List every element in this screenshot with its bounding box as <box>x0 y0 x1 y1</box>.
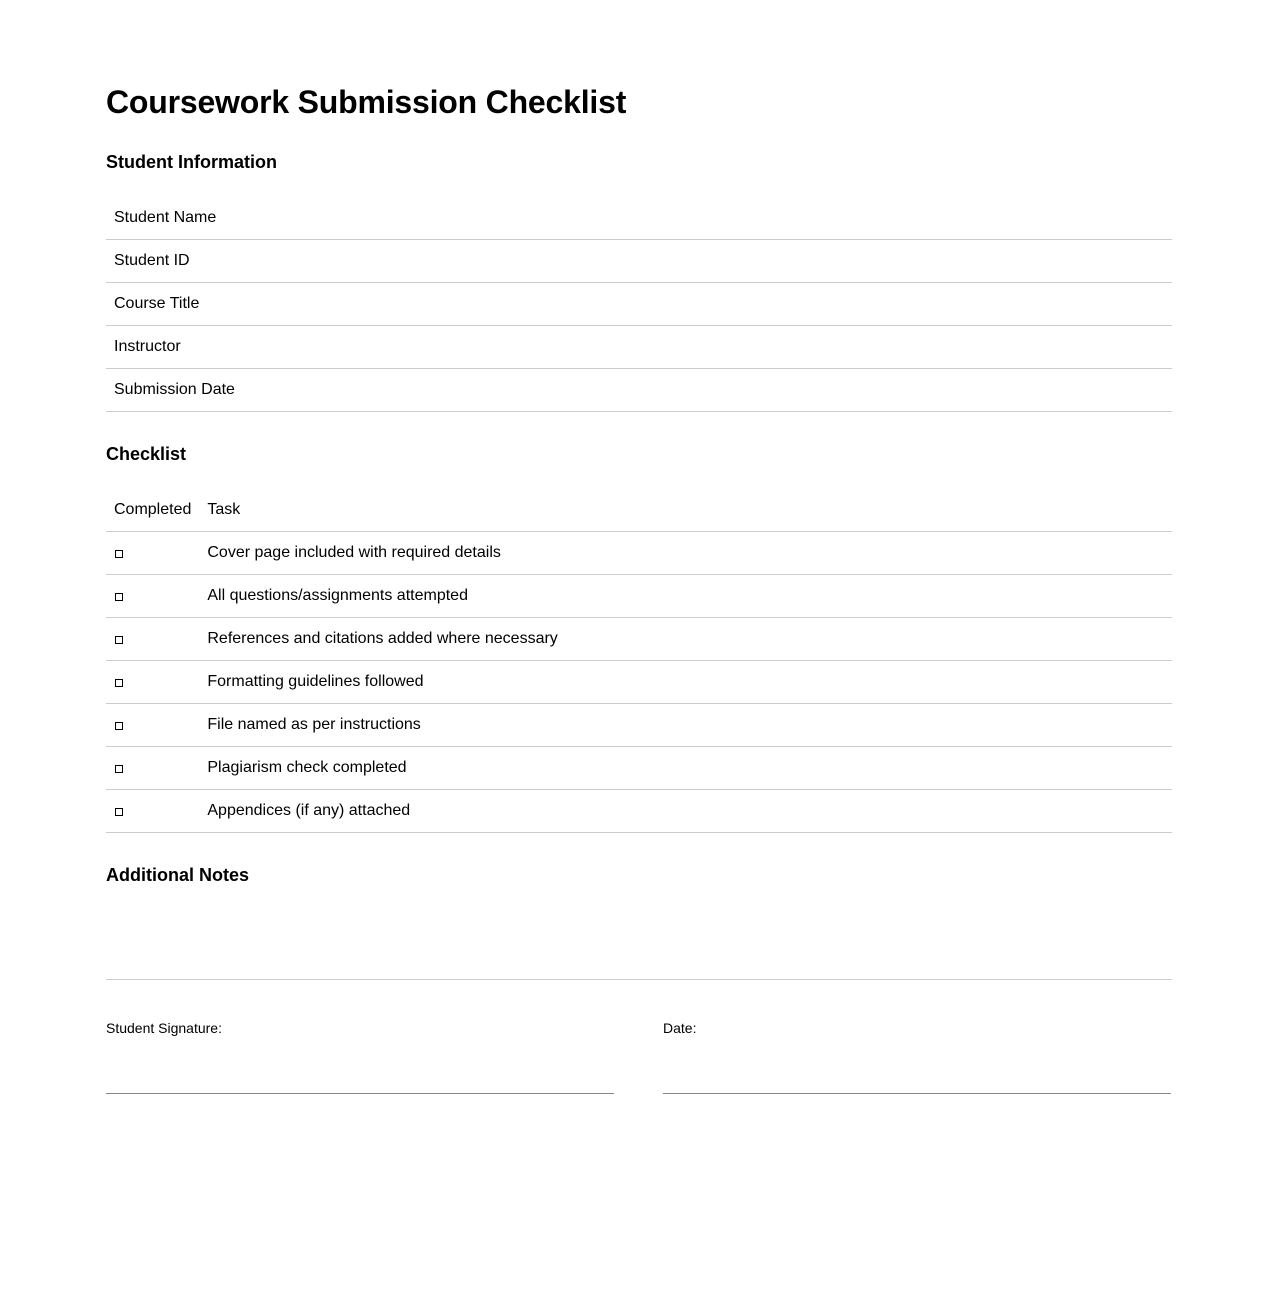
table-row <box>106 747 1172 790</box>
table-row <box>106 283 1172 326</box>
table-row <box>106 790 1172 833</box>
task-label: References and citations added where necessary <box>199 618 1172 661</box>
table-row <box>106 575 1172 618</box>
checkbox-icon[interactable] <box>115 722 123 730</box>
table-row <box>106 240 1172 283</box>
checkbox-icon[interactable] <box>115 679 123 687</box>
checkbox-icon[interactable] <box>115 765 123 773</box>
date-label: Date: <box>663 1020 697 1036</box>
additional-notes-heading: Additional Notes <box>106 865 249 885</box>
table-row <box>106 618 1172 661</box>
student-id-field[interactable] <box>1060 240 1172 283</box>
checkbox-icon[interactable] <box>115 636 123 644</box>
column-header-task: Task <box>199 489 1172 532</box>
student-signature-block <box>106 1020 614 1036</box>
field-label-student-id: Student ID <box>106 240 1060 283</box>
additional-notes-field[interactable] <box>106 900 1172 980</box>
table-row <box>106 661 1172 704</box>
field-label-course-title: Course Title <box>106 283 1060 326</box>
checklist-heading: Checklist <box>106 444 187 464</box>
instructor-field[interactable] <box>1060 326 1172 369</box>
student-signature-label: Student Signature: <box>106 1020 222 1036</box>
field-label-submission-date: Submission Date <box>106 369 1060 412</box>
checkbox-icon[interactable] <box>115 593 123 601</box>
checkbox-icon[interactable] <box>115 550 123 558</box>
field-label-instructor: Instructor <box>106 326 1060 369</box>
task-label: Plagiarism check completed <box>199 747 1172 790</box>
submission-date-field[interactable] <box>1060 369 1172 412</box>
student-info-table <box>106 197 1172 412</box>
checkbox-icon[interactable] <box>115 808 123 816</box>
checklist-table <box>106 489 1172 833</box>
table-row <box>106 369 1172 412</box>
student-signature-line[interactable] <box>106 1093 614 1094</box>
date-signature-line[interactable] <box>663 1093 1171 1094</box>
course-title-field[interactable] <box>1060 283 1172 326</box>
table-row <box>106 326 1172 369</box>
task-label: Appendices (if any) attached <box>199 790 1172 833</box>
table-header-row <box>106 489 1172 532</box>
task-label: Cover page included with required details <box>199 532 1172 575</box>
task-label: File named as per instructions <box>199 704 1172 747</box>
table-row <box>106 532 1172 575</box>
student-name-field[interactable] <box>1060 197 1172 240</box>
page-title: Coursework Submission Checklist <box>106 84 627 120</box>
column-header-completed: Completed <box>106 489 199 532</box>
task-label: Formatting guidelines followed <box>199 661 1172 704</box>
task-label: All questions/assignments attempted <box>199 575 1172 618</box>
table-row <box>106 704 1172 747</box>
field-label-student-name: Student Name <box>106 197 1060 240</box>
table-row <box>106 197 1172 240</box>
student-info-heading: Student Information <box>106 152 277 172</box>
date-block <box>663 1020 1171 1036</box>
